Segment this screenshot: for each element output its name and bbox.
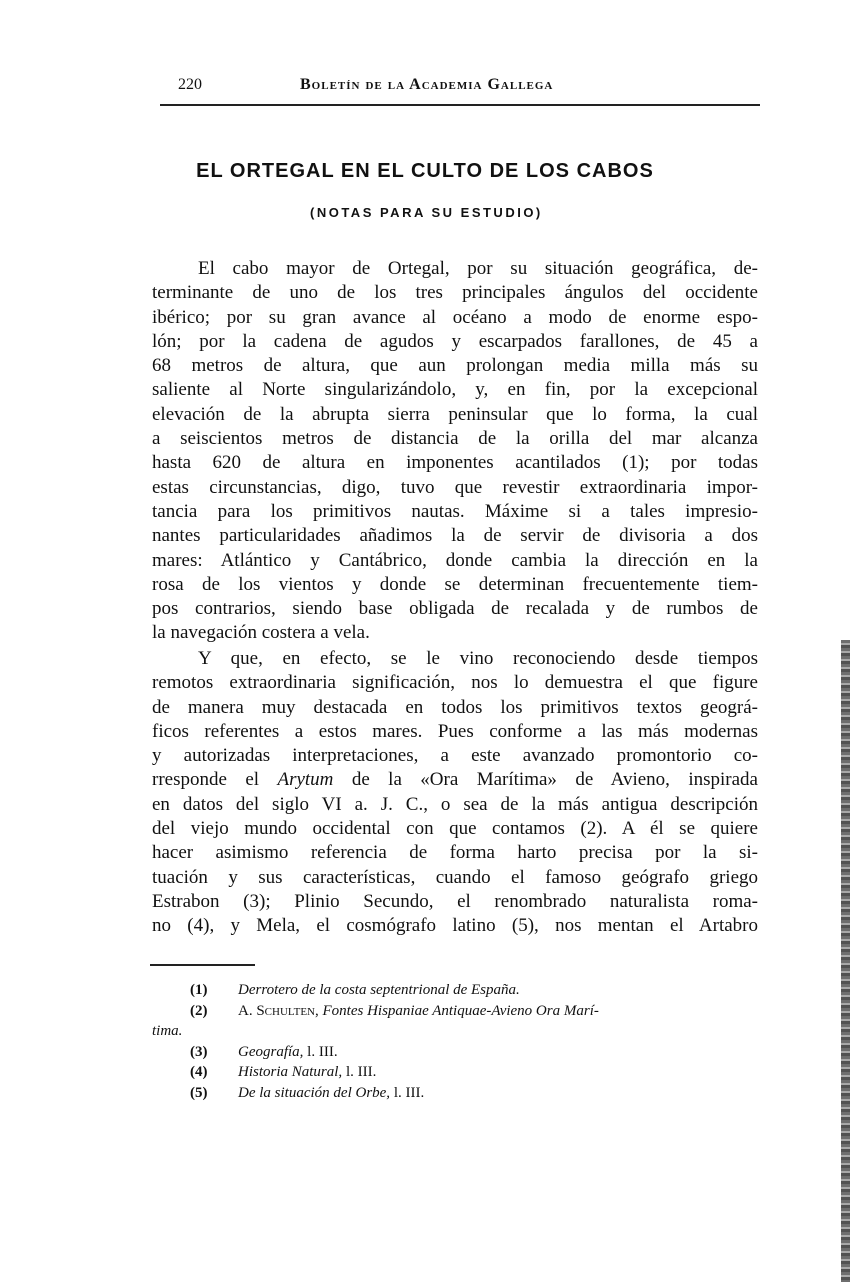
journal-title: Boletín de la Academia Gallega [300,76,554,93]
footnote-title: De la situación del Orbe, [238,1084,391,1101]
footnote-1 [152,980,758,1001]
paragraph-2 [152,647,758,939]
footnote-author: A. Schulten, [238,1002,319,1019]
running-header [160,76,760,102]
footnote-title-cont: tima. [152,1023,183,1040]
text-line: hasta 620 de altura en imponentes acantilados (1); por todas [152,452,758,474]
text: de la «Ora Marítima» de Avieno, inspirada [333,769,758,791]
text-line: pos contrarios, siendo base obligada de recalada y de rumbos de [152,598,758,620]
text-line: en datos del siglo VI a. J. C., o sea de la más antigua descripción [152,793,758,815]
footnote-number: (4) [190,1064,208,1081]
footnote-number: (2) [190,1002,208,1019]
footnote-title: Historia Natural, [238,1064,343,1081]
text-line: 68 metros de altura, que aun prolongan media milla más su [152,355,758,377]
text-line: El cabo mayor de Ortegal, por su situación geográfica, de- [198,258,758,279]
text-line: terminante de uno de los tres principales ángulos del occidente [152,282,758,304]
footnote-number: (3) [190,1043,208,1060]
text-line: tancia para los primitivos nautas. Máxime si a tales impresio- [152,500,758,522]
text-line: mares: Atlántico y Cantábrico, donde cambia la dirección en la [152,549,758,571]
text-line-arytum [152,768,758,792]
article-title: EL ORTEGAL EN EL CULTO DE LOS CABOS [196,160,654,182]
footnote-text: l. III. [390,1084,425,1101]
text-line: estas circunstancias, digo, tuvo que revestir extraordinaria impor- [152,476,758,498]
text-line: Estrabon (3); Plinio Secundo, el renombrado naturalista roma- [152,890,758,912]
text-line: rosa de los vientos y donde se determinan frecuentemente tiem- [152,573,758,595]
italic-term: Arytum [277,769,334,791]
text-line: ficos referentes a estos mares. Pues conforme a las más modernas [152,720,758,742]
footnote-title: Fontes Hispaniae Antiquae-Avieno Ora Marí- [318,1002,599,1019]
footnote-3 [152,1042,758,1063]
footnote-title: Derrotero de la costa septentrional de España. [238,982,520,998]
footnote-2 [152,1001,758,1022]
scan-edge [841,640,850,1282]
text-line: del viejo mundo occidental con que contamos (2). A él se quiere [152,818,758,840]
text: rresponde el [152,769,278,791]
text-line: remotos extraordinaria significación, nos lo demuestra el que figure [152,672,758,694]
text-line: tuación y sus características, cuando el famoso geógrafo griego [152,866,758,888]
footnotes [152,980,758,1104]
text-line: a seiscientos metros de distancia de la orilla del mar alcanza [152,428,758,450]
footnote-number: (5) [190,1084,208,1101]
footnote-title: Geografía, [238,1043,304,1060]
paragraph-1 [152,257,758,646]
text-line: ibérico; por su gran avance al océano a modo de enorme espo- [152,306,758,328]
footnote-4 [152,1062,758,1083]
text-line: la navegación costera a vela. [152,622,370,644]
header-rule [160,104,760,106]
text-line: hacer asimismo referencia de forma harto precisa por la si- [152,842,758,864]
page-number: 220 [178,76,202,93]
footnote-rule [150,964,255,966]
text-line: y autorizadas interpretaciones, a este avanzado promontorio co- [152,745,758,767]
footnote-text: l. III. [342,1064,377,1081]
text-line: de manera muy destacada en todos los primitivos textos geográ- [152,696,758,718]
footnote-number: (1) [190,982,208,998]
text-line: Y que, en efecto, se le vino reconociendo desde tiempos [198,648,758,669]
text-line: lón; por la cadena de agudos y escarpados farallones, de 45 a [152,330,758,352]
footnote-text: l. III. [303,1043,338,1060]
footnote-2-cont [152,1021,758,1042]
text-line: nantes particularidades añadimos la de servir de divisoria a dos [152,525,758,547]
footnote-5 [152,1083,758,1104]
text-line: elevación de la abrupta sierra peninsular que lo forma, la cual [152,403,758,425]
text-line: saliente al Norte singularizándolo, y, en fin, por la excepcional [152,379,758,401]
text-line: no (4), y Mela, el cosmógrafo latino (5), nos mentan el Artabro [152,915,758,937]
article-subtitle: (NOTAS PARA SU ESTUDIO) [310,205,543,220]
